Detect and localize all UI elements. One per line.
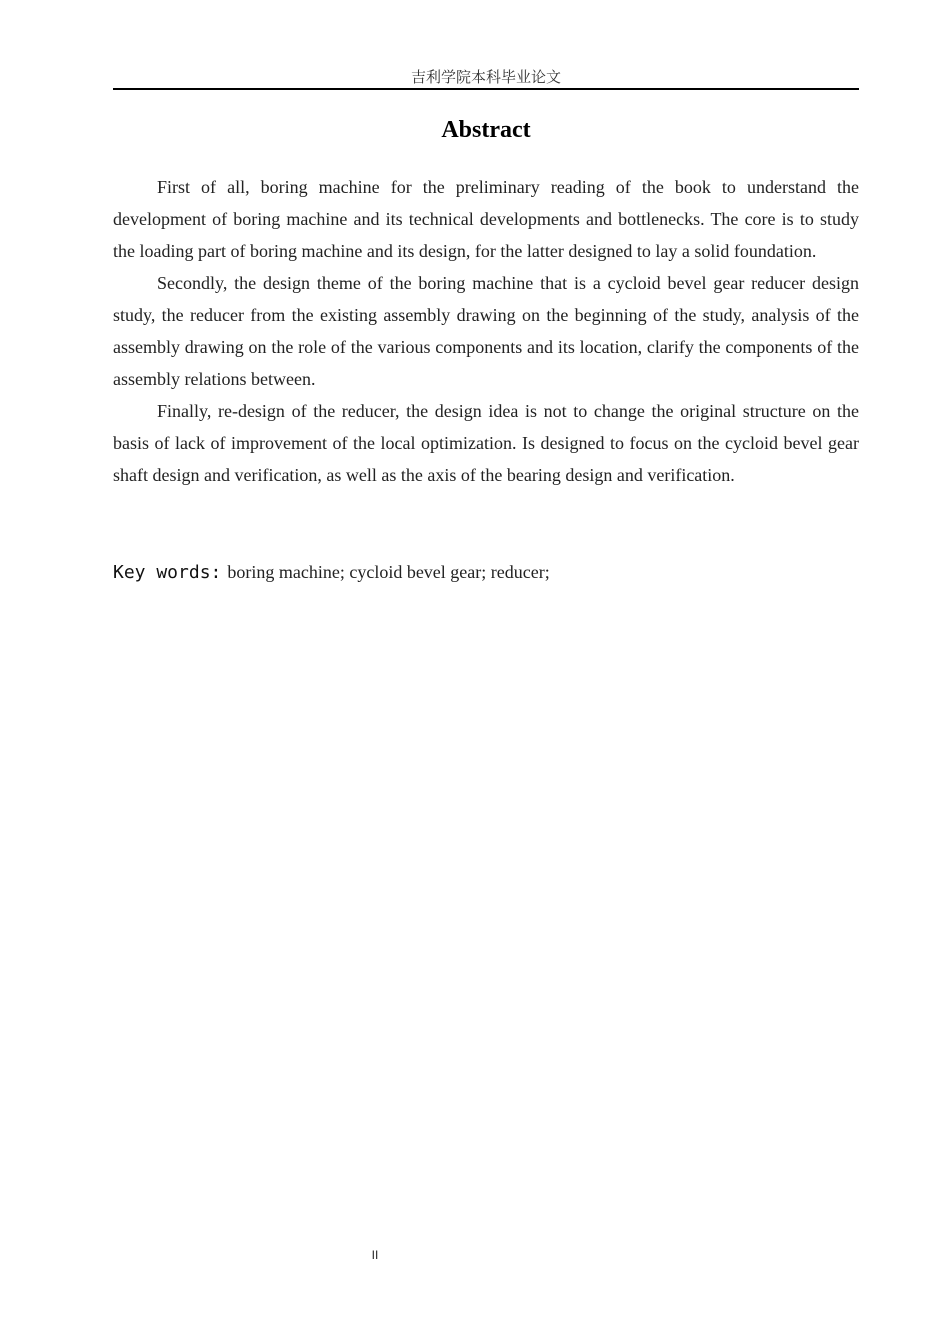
abstract-paragraph-3: Finally, re-design of the reducer, the design idea is not to change the original structure on the basis of lack of improvement of the local optimization. Is designed to focus on the cycloid bevel gear shaft design and verification, as well as the axis of the bearing design and verification. <box>113 401 859 485</box>
abstract-body <box>113 171 859 491</box>
keywords-value: boring machine; cycloid bevel gear; reducer; <box>227 562 550 582</box>
abstract-paragraph-2: Secondly, the design theme of the boring machine that is a cycloid bevel gear reducer design study, the reducer from the existing assembly drawing on the beginning of the study, analysis of the assembly drawing on the role of the various components and its location, clarify the components of the assembly relations between. <box>113 273 859 389</box>
running-header: 吉利学院本科毕业论文 <box>410 68 561 86</box>
page-number: II <box>371 1248 379 1262</box>
abstract-paragraph-1: First of all, boring machine for the preliminary reading of the book to understand the development of boring machine and its technical developments and bottlenecks. The core is to study the loading part of boring machine and its design, for the latter designed to lay a solid foundation. <box>113 177 859 261</box>
page-title: Abstract <box>441 117 531 143</box>
keywords-label: Key words: <box>113 562 222 583</box>
header-rule <box>113 88 859 90</box>
keywords-line <box>113 557 859 588</box>
